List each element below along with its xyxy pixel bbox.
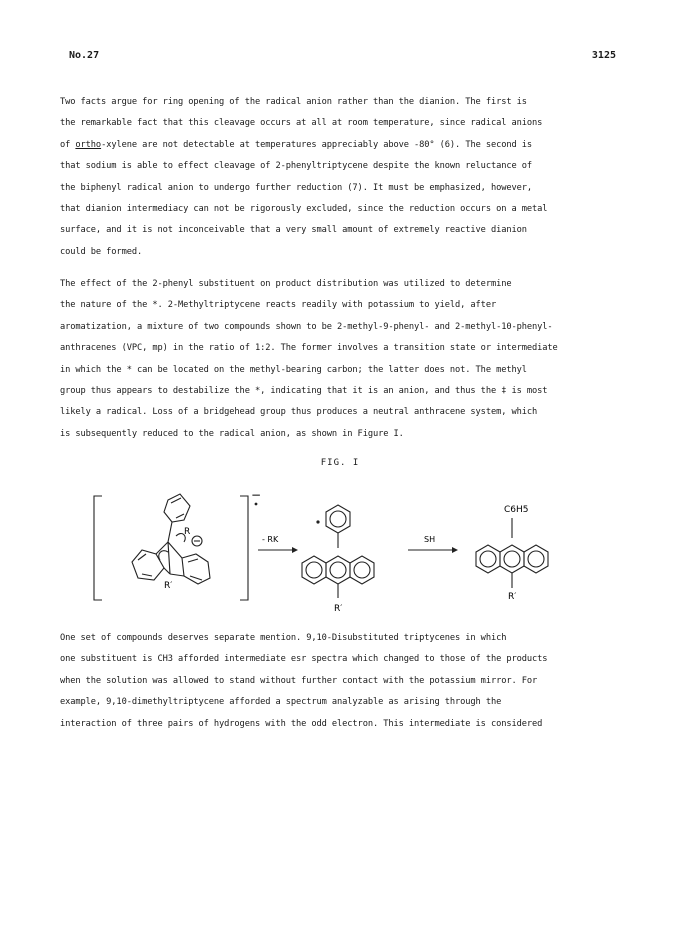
text-line: Two facts argue for ring opening of the radical anion rather than the dianion. The first is: [60, 97, 527, 107]
ortho-underlined: ortho: [75, 139, 102, 150]
substituent-r-prime: R′: [164, 581, 173, 591]
text-line: could be formed.: [60, 246, 143, 257]
paragraph-2: [60, 274, 620, 445]
radical-dot: [316, 520, 319, 523]
text-line: the biphenyl radical anion to undergo further reduction (7). It must be emphasized, however,: [60, 182, 532, 193]
text-line: One set of compounds deserves separate mention. 9,10-Disubstituted triptycenes in which: [60, 633, 507, 643]
text-line: that dianion intermediacy can not be rigorously excluded, since the reduction occurs on a metal: [60, 203, 548, 214]
text-line: anthracenes (VPC, mp) in the ratio of 1:2. The former involves a transition state or intermediate: [60, 343, 558, 354]
substituent-r: R: [184, 527, 191, 537]
paragraph-1: [60, 92, 620, 263]
text-line: interaction of three pairs of hydrogens with the odd electron. This intermediate is considered: [60, 718, 543, 729]
radical-dot: [255, 503, 258, 506]
text-line: that sodium is able to effect cleavage of 2-phenyltriptycene despite the known reluctance of: [60, 161, 532, 172]
phenyl-substituent: C6H5: [504, 505, 529, 515]
reagent-sh: SH: [424, 535, 436, 544]
text-line: surface, and it is not inconceivable that a very small amount of extremely reactive dianion: [60, 225, 527, 236]
text-line: group thus appears to destabilize the *, indicating that it is an anion, and thus the ‡ is most: [60, 385, 548, 396]
figure-caption: FIG. I: [320, 458, 360, 468]
substituent-r-prime: R′: [508, 592, 517, 602]
radical-anion-charge: −: [251, 488, 262, 502]
text-line: likely a radical. Loss of a bridgehead group thus produces a neutral anthracene system, which: [60, 407, 538, 418]
page-number: 3125: [591, 50, 616, 61]
reaction-arrow: [258, 547, 298, 553]
journal-issue: No.27: [69, 50, 100, 61]
paragraph-3: [60, 628, 620, 735]
reaction-arrow: [408, 547, 458, 553]
text-line: example, 9,10-dimethyltriptycene afforded a spectrum analyzable as arising through the: [60, 697, 502, 708]
substituent-r-prime: R′: [334, 604, 343, 614]
text-line: one substituent is CH3 afforded intermediate esr spectra which changed to those of the products: [60, 654, 548, 665]
text-line: of ortho-xylene are not detectable at temperatures appreciably above -80° (6). The second is: [60, 139, 533, 150]
curved-arrow: [159, 551, 168, 560]
phenylanthracene-product: [476, 518, 548, 588]
text-line: is subsequently reduced to the radical anion, as shown in Figure I.: [60, 428, 404, 439]
text-line: the remarkable fact that this cleavage occurs at all at room temperature, since radical anions: [60, 118, 543, 129]
text-line: in which the * can be located on the methyl-bearing carbon; the latter does not. The methyl: [60, 364, 527, 375]
left-bracket: [94, 496, 102, 600]
phenylanthracene-radical: [302, 505, 374, 598]
text-line: The effect of the 2-phenyl substituent on product distribution was utilized to determine: [60, 279, 512, 289]
text-line: when the solution was allowed to stand without further contact with the potassium mirror. For: [60, 675, 538, 686]
reagent-rk: - RK: [262, 535, 279, 544]
text-line: the nature of the *. 2-Methyltriptycene reacts readily with potassium to yield, after: [60, 300, 497, 311]
benzene-ring: [182, 554, 210, 584]
reaction-scheme: [80, 478, 600, 628]
right-bracket: [240, 496, 248, 600]
text-line: aromatization, a mixture of two compounds shown to be 2-methyl-9-phenyl- and 2-methyl-10-phenyl-: [60, 321, 553, 332]
